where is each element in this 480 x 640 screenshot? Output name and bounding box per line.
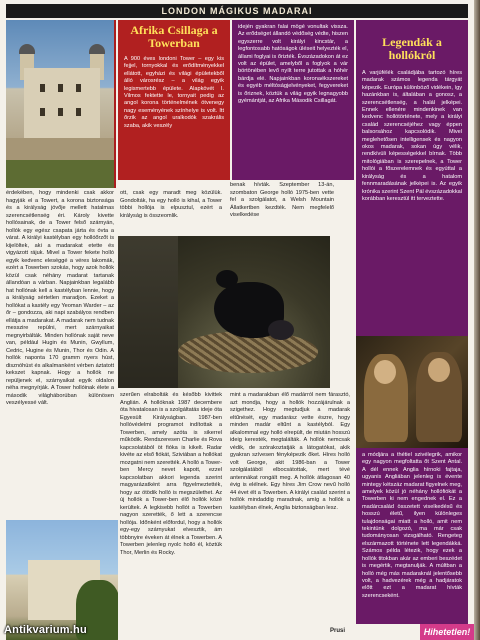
afrika-csillaga-box-continued xyxy=(232,20,354,180)
legend-title: Legendák a hollókról xyxy=(382,35,442,62)
watermark-text: Antikvarium.hu xyxy=(4,624,87,636)
article-column-3-top: benak hívták. Szeptember 13-án, szombaton George holló 1975-ben vette fel a szolgálatot, a Welsh Mountain Állatkertben kezdték. Nem megfelelő viselkedése xyxy=(230,182,334,218)
hihetetlen-badge: Hihetetlen! xyxy=(420,624,474,640)
author-signature: Prusi xyxy=(330,628,346,634)
article-column-3-bottom: mint a madarakban élő madárról nem fárasztó, azt mondja, hogy a hollók hozzájárulnak a szigethez. Hogy megtudjuk a madarak eltűnését, egy madarász vette észre, hogy minden madár eltűnt a kastélyból. Egy alkalommal egy holló elrepült, de miután hosszú ideig keresték, megtalálták. A hollók nemcsak védik, de szórakoztatják a látogatókat, akik gyakran szívesen fényképezik őket. Híres holló volt George, akit 1986-ban a Tower szolgálatából elbocsátottak, mert tévé antennákat rongált meg. A hollók átlagosan 40 évig is elélnek. Egy híres Jim Crow nevű holló 44 évet élt a Towerben. A királyi család szerint a hollók mindaddig maradnak, amíg a hollók a kastélyban élnek, Anglia biztonságban lesz. xyxy=(230,392,350,511)
box-text: A 900 éves londoni Tower – egy kis fejjel, tornyokkal és erődítményekkel ellátott, egyházi és világi épületekből álló városrész – a világ egyik legismertebb épülete. Alapkövét I. Vilmos fektette le, tornyait pedig az angol korona történelmének ötvenegy nagy eseményének színhelye is volt. Itt őrzik az angol uralkodók szakrális szaba, akik veszély xyxy=(124,56,224,129)
box-title: Afrika Csillaga a Towerban xyxy=(130,23,218,50)
article-column-1: érdekében, hogy mindenki csak akkor hagyják el a Towert, a korona biztonsága és a királyság jövője mellett hatalmas szerencsétlenség éri. Károly kivette hollósainak, de a Tower felső szárnyán, hollók egy egész csapata járta és óvta a várat. A királyi kastélyban egy hollóőrzőt is kijelöltek, aki a madarakat etette és vigyázott rájuk. Mivel a Tower fekete holló egyik kedvenc eleséggé a véres lakomák, ezért a Towerben szokás, hogy azok hollók közül csak néhány madarat tartanak állandóan a várban. Napjainkban legalább hat hollónak kell a kastélyban lennie, hogy a királyság sértetlen maradjon. Ezeket a hollókat a kastély egy Yeoman Warder – az őr – gondozza, aki napi szabályos rendben ellátja a madarakat. A madarak nem tudnak messzire repülni, mert szárnyaikat megnyirbálták. Minden hollónak saját neve van, például Hugin és Munin, Gwyllum, Cedric, Hugine és Munin, Thor és Odin. A hollók naponta 170 gramm nyers húst, disznóhúst és alkalmanként vérben áztatott kekszet kapnak. Hogy a hollók ne repüljenek el, szárnyaikat egyik oldalon néha megnyírják. A Tower hollóinak élete a második világháborúban különösen veszélyessé vált. xyxy=(6,190,114,406)
historical-portrait-photo xyxy=(356,336,468,448)
box-text: idején gyakran falai mögé vonultak vissza. Az erődséget állandó védőség védte, hiszen egyszerre volt királyi kincstár, a legfontosabb hatóságok üléseit helyezték el, állami foglyai is őrizték. Évszázadokon át ez volt az épület, amelyből a foglyok a vár börtönében levő nyílt terre jutottak a hóhér bárdja elé. Napjainkban koronaékszereket és egyéb méltóságjelvényeket, fegyvereket is őriznek, köztük a világ egyik legnagyobb gyémántját, az Afrika Második Csillagát. xyxy=(238,24,348,105)
article-column-2-bottom: szerűen elrabolták és később kivittek Anglián. A hollóknak 1987 decembere óta hivatalosan is a szolgáltatás ideje óta Egyesült Királyságban. 1987-ben hollóvédelmi programot indítottak a Towerben, amely azóta is sikerrel működik. Rendszeresen Charlie és Rova kapcsolatából öt fióka is kikelt. Radar kivéte az első fiókát, Sziviában a hollókat mozgatni nem szerették. A holló a Tower-ben Mercy nevet kapott, ezzel kapcsolatban akkori legenda szerint magyarázatként arra figyelmeztették, hogy az ötödik holló is megszülethet. Az új hollók a Tower-ben élő hollók közé kerültek. A legkisebb hollót a Towerben nagyon szerették, ő lett a szerencse hollója. Időnként előfordul, hogy a hollók egy-egy szárnyukat elvesztik, ám többnyire éveken át élnek a Towerben. A Towerben jelenleg nyolc holló él, köztük Thor, Merlin és Rocky. xyxy=(120,392,222,556)
page-banner: LONDON MÁGIKUS MADARAI xyxy=(6,4,468,18)
page-edge xyxy=(474,0,480,640)
white-tower-photo xyxy=(6,520,118,640)
legendak-box-continued xyxy=(356,448,468,624)
legend-text: A varjúfélék családjába tartozó híres madarak számos legenda tárgyát képezik. Európa különböző vidékein, így hazánkban is, általában a gonosz, a szerencsétlenség, a halál jelképei. Ennek ellenére mindenkinek van kedvenc hollótörténete, mely a királyi család szerencséjéhez vagy éppen balsorsához kapcsolódik. Mivel meglehetősen intelligensek és nagyon okos madarak, sokan úgy vélik, rendkívüli képességekkel bírnak. Több mitológiában is szerepelnek, a Tower hollói a főszerelemnek és egyúttal a királyság és a hatalom fennmaradásának jelképei is. Az egyik krónika szerint Szent Pál évszázadokkal korábban keresztül itt terveztette. xyxy=(362,70,462,202)
tower-of-london-photo xyxy=(6,20,116,188)
legendak-box xyxy=(356,20,468,336)
article-column-2-top: ott, csak egy maradt meg közülük. Gondolták, ha egy holló is kihal, a Tower többi hollója is elpusztul, ezért a királyság is összeomlik. xyxy=(120,190,222,219)
afrika-csillaga-box xyxy=(118,20,230,180)
legend-text: a módjára a thétiel szivélegrik, amikor egy nagyon megfoltatta őt Szent Antal. A dél ennek Anglia hírnoki fajtaja, ugyanis Angliában jelenleg is évente mintegy kétszáz madarat figyelnek meg, amelyek közül jó néhány hollófiókát a Towerben ki nem engednek el. Ez a madárcsalád összetett viselkedésű és hosszú életű, ilyen különleges tulajdonságai miatt a holló, amit nem tekintünk dolgozó, ma már csak tudományosan vizsgálható. Rengeteg elszármazott története lett legendákká. Számos példa létezik, hogy ezek a hollók titokban akár az emberi beszédet is megértik, megtanulják. A múltban a holló még más madaraknál jelentősebb volt, a hadvezérek még a hadjáratok előtt ezt a madarat hívták szerencseként. xyxy=(362,452,462,599)
raven-nest-photo xyxy=(118,236,330,388)
